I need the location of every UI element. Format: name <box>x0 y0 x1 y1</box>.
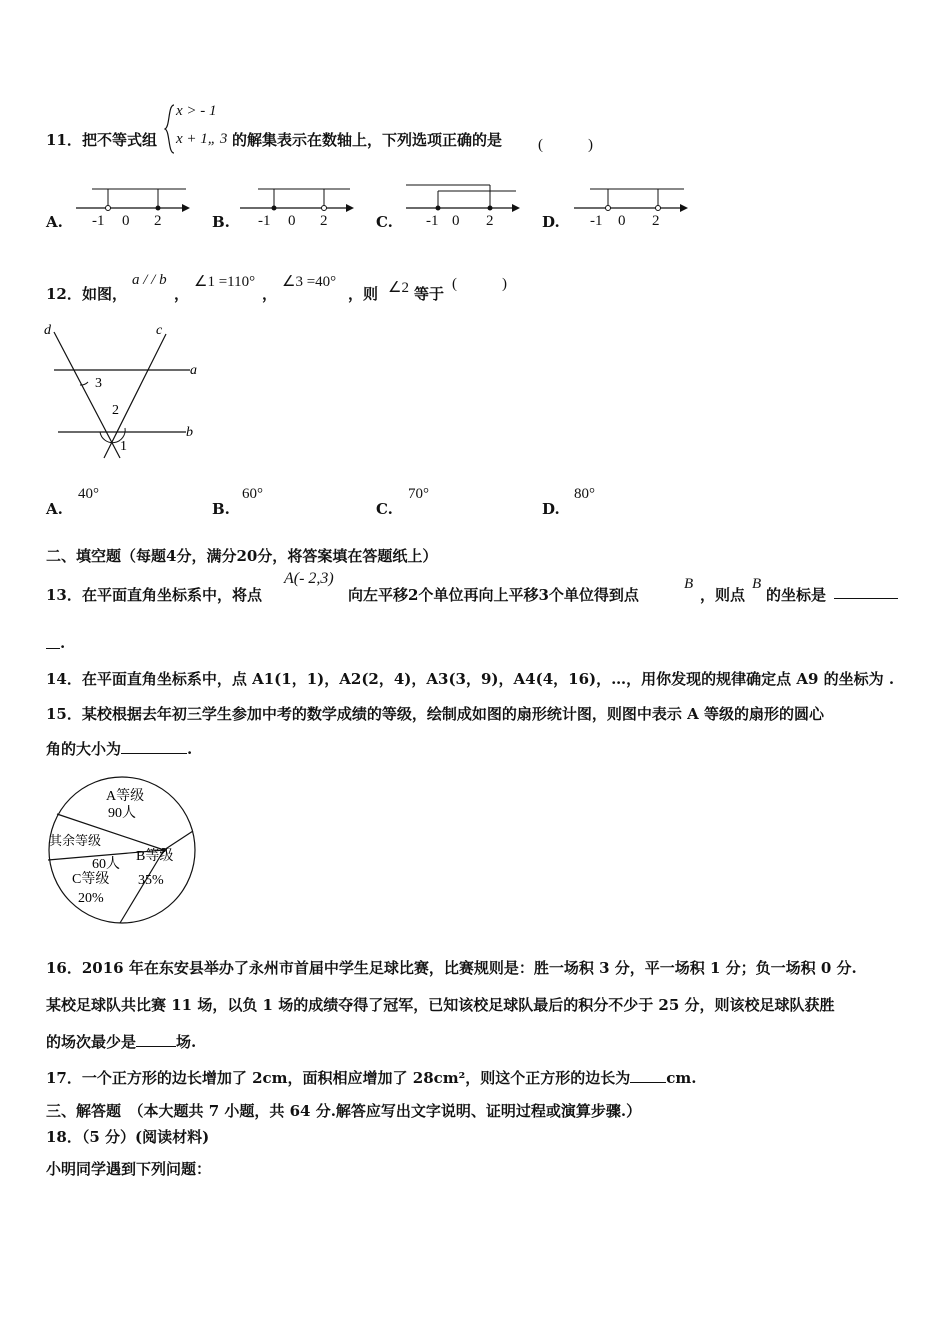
section-2-heading: 二、填空题（每题4分，满分20分，将答案填在答题纸上） <box>46 547 438 565</box>
tick-label: -1 <box>258 213 271 229</box>
q16-line-3-end: 场. <box>176 1033 197 1051</box>
option-label: C. <box>376 213 393 231</box>
q13 <box>0 568 950 658</box>
q13-point-b: B <box>684 576 694 592</box>
q11-number: 11． <box>46 131 82 149</box>
q11-option-b[interactable] <box>212 175 362 235</box>
q12-angle1-expr: ∠1 =110° <box>194 274 256 290</box>
q11-system-brace <box>164 103 176 155</box>
q12 <box>0 266 950 526</box>
pie-c-label: C等级 <box>72 872 110 887</box>
option-value: 40° <box>78 486 99 502</box>
pie-b-label: B等级 <box>136 849 174 864</box>
q18-text: 小明同学遇到下列问题： <box>46 1160 212 1178</box>
tick-label: -1 <box>92 213 105 229</box>
q17-answer-blank[interactable] <box>630 1068 666 1083</box>
q16-line-2: 某校足球队共比赛 11 场，以负 1 场的成绩夺得了冠军，已知该校足球队最后的积分不少于 25 分，则该校足球队获胜 <box>46 996 835 1014</box>
angle-2-label: 2 <box>112 403 119 418</box>
q11-option-a[interactable] <box>46 175 196 235</box>
q12-comma: ， <box>174 285 190 303</box>
q13-number: 13． <box>46 586 82 604</box>
tick-label: 2 <box>320 213 328 229</box>
q12-prefix: 如图， <box>82 285 128 303</box>
q11-option-d[interactable] <box>542 175 692 235</box>
q12-option-a[interactable] <box>46 482 166 522</box>
q15-line-2-text: 角的大小为 <box>46 740 122 758</box>
q13-suffix: 的坐标是 <box>766 586 827 604</box>
q15-end: . <box>187 740 193 758</box>
tick-label: 0 <box>452 213 460 229</box>
q13-point-b: B <box>752 576 762 592</box>
number-line-graph <box>238 175 356 235</box>
q13-answer-blank-continued[interactable] <box>46 634 60 649</box>
number-line-graph <box>404 175 522 235</box>
q12-number: 12． <box>46 285 82 303</box>
q11-prefix: 把不等式组 <box>82 131 158 149</box>
q14-text: 14．在平面直角坐标系中，点 A1(1，1)，A2(2，4)，A3(3，9)，A4(4，16)，…，用你发现的规律确定点 A9 的坐标为 . <box>46 670 895 688</box>
q15-pie-chart <box>44 776 204 926</box>
pie-c-value: 20% <box>78 891 104 906</box>
q12-option-c[interactable] <box>376 482 496 522</box>
q13-middle-2: ，则点 <box>700 586 746 604</box>
q13-end: . <box>60 634 66 652</box>
line-a-label: a <box>190 363 197 378</box>
option-label: D. <box>542 213 560 231</box>
option-label: B. <box>212 213 230 231</box>
q11-text: 的解集表示在数轴上，下列选项正确的是 <box>232 131 503 149</box>
line-c <box>104 334 166 458</box>
tick-label: -1 <box>426 213 439 229</box>
pie-other-label: 其余等级 <box>49 833 102 848</box>
line-d <box>54 332 120 458</box>
q16-answer-blank[interactable] <box>136 1032 176 1047</box>
option-label: A. <box>46 213 63 231</box>
q11-answer-paren: ( ) <box>538 137 593 153</box>
tick-label: 2 <box>154 213 162 229</box>
q13-middle: 向左平移2个单位再向上平移3个单位得到点 <box>348 586 639 604</box>
line-c-label: c <box>156 323 163 338</box>
q11-inequality-1: x > - 1 <box>176 103 217 119</box>
q13-prefix: 在平面直角坐标系中，将点 <box>82 586 263 604</box>
q17-end: cm. <box>666 1069 697 1087</box>
q16-line-3-text: 的场次最少是 <box>46 1033 137 1051</box>
q12-angle3-expr: ∠3 =40° <box>282 274 337 290</box>
q15-line-1: 15．某校根据去年初三学生参加中考的数学成绩的等级，绘制成如图的扇形统计图，则图中表示 A 等级的扇形的圆心 <box>46 705 824 723</box>
tick-label: 0 <box>618 213 626 229</box>
tick-label: 0 <box>122 213 130 229</box>
q17-text: 17．一个正方形的边长增加了 2cm，面积相应增加了 28cm²，则这个正方形的边长为 <box>46 1069 631 1087</box>
angle-1-label: 1 <box>120 439 127 454</box>
option-label: D. <box>542 500 560 518</box>
option-label: A. <box>46 500 63 518</box>
q12-parallel-expr: a / / b <box>132 272 167 288</box>
q12-text: 等于 <box>414 285 445 303</box>
tick-label: 2 <box>486 213 494 229</box>
q11 <box>0 95 950 245</box>
line-b-label: b <box>186 425 193 440</box>
pie-a-label: A等级 <box>106 789 145 804</box>
q12-comma: ， <box>262 285 278 303</box>
q13-answer-blank[interactable] <box>834 584 898 599</box>
q11-option-c[interactable] <box>376 175 526 235</box>
q12-answer-paren: ( ) <box>452 276 507 292</box>
line-d-label: d <box>44 323 51 338</box>
q15-line-2 <box>46 738 192 759</box>
tick-label: -1 <box>590 213 603 229</box>
parallel-lines-figure <box>40 320 210 470</box>
q17 <box>46 1067 696 1088</box>
q15-answer-blank[interactable] <box>121 739 187 754</box>
pie-other-value: 60人 <box>92 857 120 872</box>
q16-line-1: 16．2016 年在东安县举办了永州市首届中学生足球比赛，比赛规则是：胜一场积 3 分，平一场积 1 分；负一场积 0 分. <box>46 959 857 977</box>
q12-then: ，则 <box>348 285 379 303</box>
q16-line-3 <box>46 1031 196 1052</box>
pie-a-value: 90人 <box>108 806 136 821</box>
tick-label: 2 <box>652 213 660 229</box>
option-label: C. <box>376 500 393 518</box>
angle-3-label: 3 <box>95 376 102 391</box>
option-label: B. <box>212 500 230 518</box>
option-value: 60° <box>242 486 263 502</box>
q13-point-a: A(- 2,3) <box>284 570 334 587</box>
option-value: 70° <box>408 486 429 502</box>
q11-inequality-2: x + 1„ 3 <box>176 131 228 147</box>
section-3-heading: 三、解答题 （本大题共 7 小题，共 64 分.解答应写出文字说明、证明过程或演算步骤.） <box>46 1102 642 1120</box>
q12-option-b[interactable] <box>212 482 332 522</box>
q18-heading: 18．（5 分）(阅读材料) <box>46 1128 210 1146</box>
option-value: 80° <box>574 486 595 502</box>
q12-angle2-expr: ∠2 <box>388 280 409 296</box>
tick-label: 0 <box>288 213 296 229</box>
q12-option-d[interactable] <box>542 482 662 522</box>
pie-b-value: 35% <box>138 873 164 888</box>
